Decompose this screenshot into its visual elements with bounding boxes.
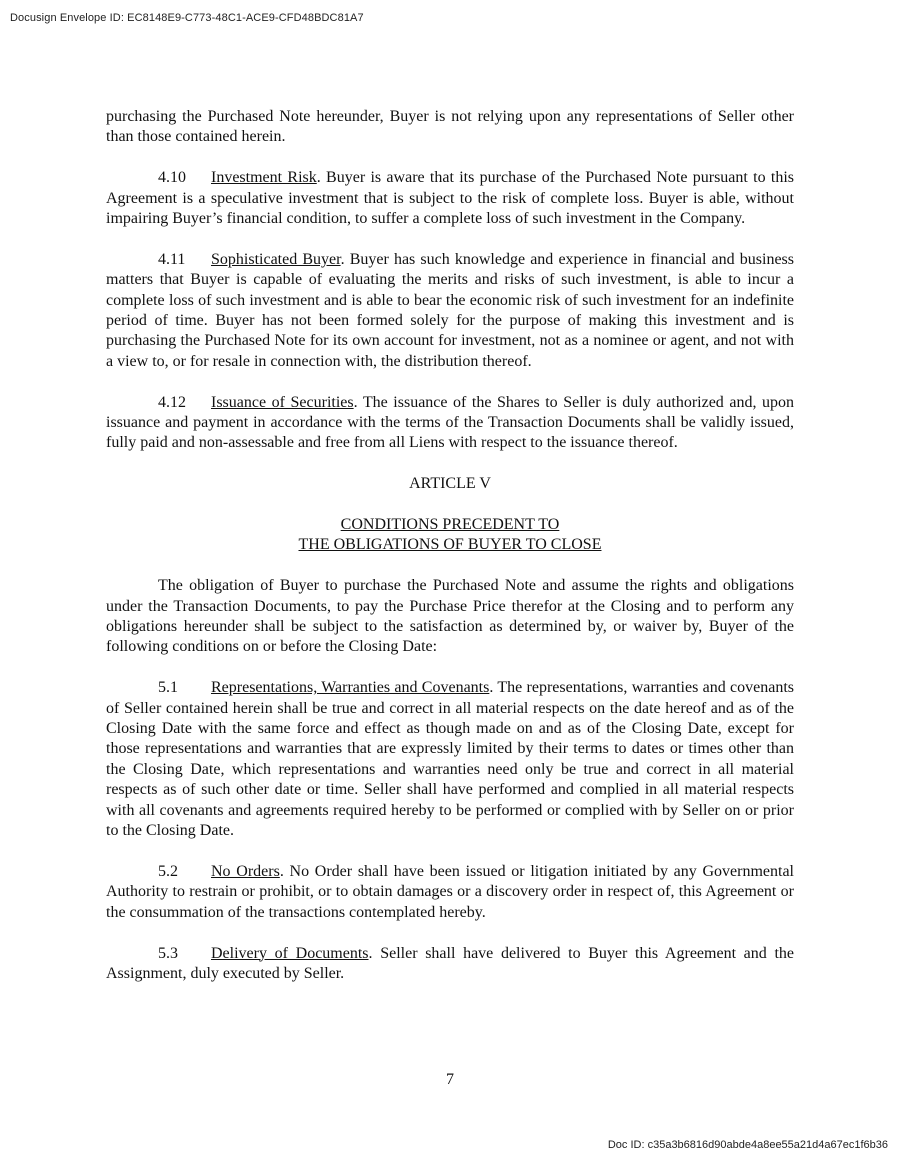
section-text: . The issuance of the Shares to Seller is duly authorized and, upon issuance and payment in accordance with the terms of the Transaction Documents shall be validly issued, fully paid and non-assessable and free from all Liens with respect to the issuance thereof. <box>106 393 794 452</box>
section-5-1 <box>106 678 794 841</box>
intro-continuation: purchasing the Purchased Note hereunder, Buyer is not relying upon any representations of Seller other than those contained herein. <box>106 108 794 146</box>
article-intro: The obligation of Buyer to purchase the Purchased Note and assume the rights and obligations under the Transaction Documents, to pay the Purchase Price therefor at the Closing and to perform any obligations hereunder shall be subject to the satisfaction as determined by, or waiver by, Buyer of the following conditions on or before the Closing Date: <box>106 577 794 656</box>
section-heading: Delivery of Documents <box>211 944 369 962</box>
section-text: . Buyer has such knowledge and experience in financial and business matters that Buyer is capable of evaluating the merits and risks of such investment, is able to incur a complete loss of such investment and is able to bear the economic risk of such investment for an indefinite period of time. Buyer has not been formed solely for the purpose of making this investment and is purchasing the Purchased Note for its own account for investment, not as a nominee or agent, and not with a view to, or for resale in connection with, the distribution thereof. <box>106 250 794 370</box>
section-number: 5.1 <box>158 679 178 697</box>
article-title: ARTICLE V <box>409 475 491 493</box>
section-number: 4.10 <box>158 169 186 187</box>
doc-id: Doc ID: c35a3b6816d90abde4a8ee55a21d4a67ec1f6b36 <box>607 1139 888 1151</box>
section-text: . No Order shall have been issued or litigation initiated by any Governmental Authority to restrain or prohibit, or to obtain damages or a discovery order in respect of, this Agreement or the consummation of the transactions contemplated hereby. <box>106 862 794 921</box>
section-number: 4.11 <box>158 250 186 268</box>
section-heading: Sophisticated Buyer <box>211 250 341 268</box>
section-4-10 <box>106 168 794 229</box>
section-5-3 <box>106 944 794 985</box>
section-4-11 <box>106 250 794 372</box>
page-number: 7 <box>446 1071 454 1088</box>
section-5-2 <box>106 862 794 923</box>
document-body <box>106 107 794 1005</box>
section-text: . Seller shall have delivered to Buyer this Agreement and the Assignment, duly executed by Seller. <box>106 944 794 982</box>
article-subtitle <box>106 515 794 556</box>
section-number: 5.3 <box>158 944 178 962</box>
article-subtitle-line-2: THE OBLIGATIONS OF BUYER TO CLOSE <box>298 536 602 554</box>
section-text: . The representations, warranties and covenants of Seller contained herein shall be true and correct in all material respects on the date hereof and as of the Closing Date with the same force and effect as though made on and as of the Closing Date, except for those representations and warranties that are expressly limited by their terms to dates or times other than the Closing Date, which representations and warranties need only be true and correct in all material respects as of such other date or time. Seller shall have performed and complied in all material respects with all covenants and agreements required hereby to be performed or complied with by Seller on or prior to the Closing Date. <box>106 679 795 840</box>
section-number: 4.12 <box>158 393 186 411</box>
envelope-id: Docusign Envelope ID: EC8148E9-C773-48C1-ACE9-CFD48BDC81A7 <box>10 12 364 24</box>
section-heading: Representations, Warranties and Covenants <box>211 679 490 697</box>
section-heading: Issuance of Securities <box>211 393 354 411</box>
article-subtitle-line-1: CONDITIONS PRECEDENT TO <box>340 516 560 534</box>
section-4-12 <box>106 393 794 454</box>
section-heading: No Orders <box>211 862 280 880</box>
section-text: . Buyer is aware that its purchase of the Purchased Note pursuant to this Agreement is a speculative investment that is subject to the risk of complete loss. Buyer is able, without impairing Buyer’s financial condition, to suffer a complete loss of such investment in the Company. <box>106 169 795 228</box>
section-number: 5.2 <box>158 862 178 880</box>
section-heading: Investment Risk <box>211 169 317 187</box>
